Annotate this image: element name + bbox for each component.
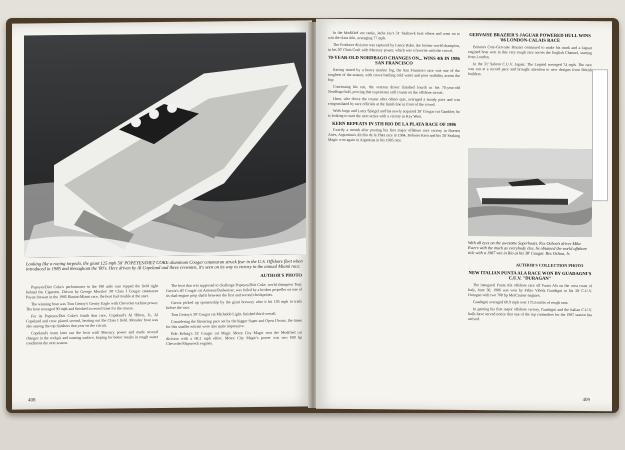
paragraph: Britain's Cote-Gervaise Brazier continued to make his mark and a Jaguar engined boat won in this very tough race across the English Channel, starting from London. (468, 44, 592, 60)
paragraph: In gaining his first major offshore victory, Guadagni and the Italian C.U.V. hulls have served notice that one of the top contenders for the 1987 season has arrived. (468, 306, 592, 321)
powerboat-photo-graphic (468, 148, 592, 237)
left-column-1 (26, 284, 158, 397)
left-page (12, 20, 312, 409)
right-column-1 (328, 31, 460, 398)
paragraph: The boat that was supposed to challenge Popeyes/Diet Coke, world champion Tony Garcia's 46' Cougar cat Arneson/Budweiser, was foiled by a broken propeller on one of its dual-engine prop shafts between the first and second checkpoints. (166, 282, 302, 298)
paragraph: The inaugural Punta Ala offshore race off Punta Ala on the west coast of Italy, June 30, 1986 was won by Fabio Vibola Guadagni in his 38' C.U.V. Duragan with two 700 hp MerCruiser engines. (468, 282, 592, 298)
paragraph: In the 31' Saloon C.U.V. Jaguar, The Legend averaged 74 mph. The race was run at a record pace and brought attention to new designs from British builders. (468, 61, 592, 76)
section-heading: KERN REPEATS IN 5TH RIO DE LA PLATA RACE OF 1986 (332, 120, 456, 127)
paragraph: Copeland's team later ran the boat with Mercury power and made several changes in the cockpit and running surface, hoping for better results in rough water conditions the next season. (26, 330, 158, 346)
paragraph: Continuing his run, the veteran driver finished fourth in his 70-year-old Nordbago hull, proving that experience still counts on the offshore circuit. (328, 84, 460, 95)
paragraph: Tom Gentry's 39' Cougar cat Michelob Light, finished third overall. (171, 311, 277, 317)
section-heading: 70-YEAR-OLD NORDBAGO CHANGES ON... WINS 4th IN 1986 SAN FRANCISCO (328, 54, 460, 66)
paragraph: Popeyes/Diet Coke's performance in the 180 mile race topped the field right behind the Cigarette. Driven by George Morales' 38' Class I Cougar catamaran Payne Stewart in the 1985 Bimini-Miami race, the boat had trouble at the start. (26, 284, 158, 300)
paragraph: For its Popeyes/Diet Coke's finish that race, Copeland's Al Hilton, Jr., Al Copeland and crew placed second, beating out the Class I field. Morales' boat was also among the top finishers that year on the circuit. (26, 313, 158, 329)
right-page (316, 19, 612, 412)
photo-credit: AUTHOR'S PHOTO (260, 272, 302, 278)
photo-caption-right: With all eyes on the awesome Superboats, Rex Ochoa's driver Mike Ewers with the much as everybody else, he obtained the world offshore title with a 1987 win in Rio at his 38' Cougar. Rex Ochoa, Jr. (468, 240, 587, 256)
right-column-2b (468, 270, 592, 399)
paragraph: In the Modified vee ranks, Jacks Jay's 31' Seahawk beat others and went on to win the class title, averaging 77 mph. (328, 30, 460, 41)
page-edge-photo-strip (592, 69, 608, 201)
paragraph: Hans, who drove the course after others quit, averaged a steady pace and was congratulated by race officials at the finish line in front of the crowd. (328, 96, 460, 107)
catamaran-photo-graphic (24, 32, 306, 257)
paragraph: Considering the blistering pace set by the bigger Super and Open I boats, the times for this smaller entrant were also quite impressive. (166, 318, 302, 329)
boat-photo-small (468, 148, 592, 237)
photo-caption: Looking like a racing torpedo, the giant 125 mph 50' POPEYES/DIET COKE aluminum Cougar catamaran struck fear in the U.S. Offshore fleet when introduced in 1985 and throughout the '80's. Here driven by Al Copeland and three crewmen, it's seen on its way to victory in the annual Miami race. (26, 258, 303, 272)
paragraph: Garcia picked up sponsorship by the giant brewery after it hit 105 mph in trials before the race. (166, 299, 302, 310)
page-number-left: 408 (28, 398, 36, 404)
section-heading: GERVAISE BRAZIER'S JAGUAR POWERED HULL WINS '86 LONDON-CALAIS RACE (469, 32, 591, 44)
boat-photo (24, 32, 306, 257)
paragraph: Exactly a month after posting his first major offshore race victory in Buenos Aires, Argentina's Ah Rio de la Plata race in 1984, Roberto Kern and his 38' Seaking Magic won again in Argentina in his 1985 race. (328, 128, 460, 143)
paragraph: Racing tested by a heavy marine fog, the San Francisco race was one of the toughest of the season, with crews battling cold water and poor visibility across the bay. (328, 67, 460, 82)
left-column-2 (166, 283, 302, 396)
right-column-2 (468, 32, 592, 143)
paragraph: Bob Kehrig's 32' Cougar cat Magic Motor City Magic won the Modified cat division with a 68.2 mph effort. Motor City Magic's power was two 600 hp Chevrolet/Shipwreck engines. (166, 330, 302, 346)
page-number-right: 409 (582, 398, 590, 404)
paragraph: The Producer division was captured by Lance Rube, the former world champion, in his 30' Chris Craft with Mercury power, which was a favorite with the crowd. (328, 42, 460, 53)
photo-credit-right: AUTHOR'S COLLECTION PHOTO (516, 262, 584, 269)
paragraph: With Jorge and Larry Spiegel and his newly acquired 38' Cougar cat Gambler, he is looking to start the next series with a victory in Key West. (328, 108, 460, 119)
paragraph: The winning boat was Tom Gentry's Gentry Eagle with Chevrolet turbine power. The boat averaged 90 mph and finished in record time for the course. (26, 301, 158, 312)
paragraph: Guadagni averaged 60.9 mph over 175.6 miles of rough seas. (473, 299, 569, 305)
section-heading: NEW ITALIAN PUNTA ALA RACE WON BY GUADAGNI'S C.U.V. "DURAGAN" (468, 270, 592, 282)
